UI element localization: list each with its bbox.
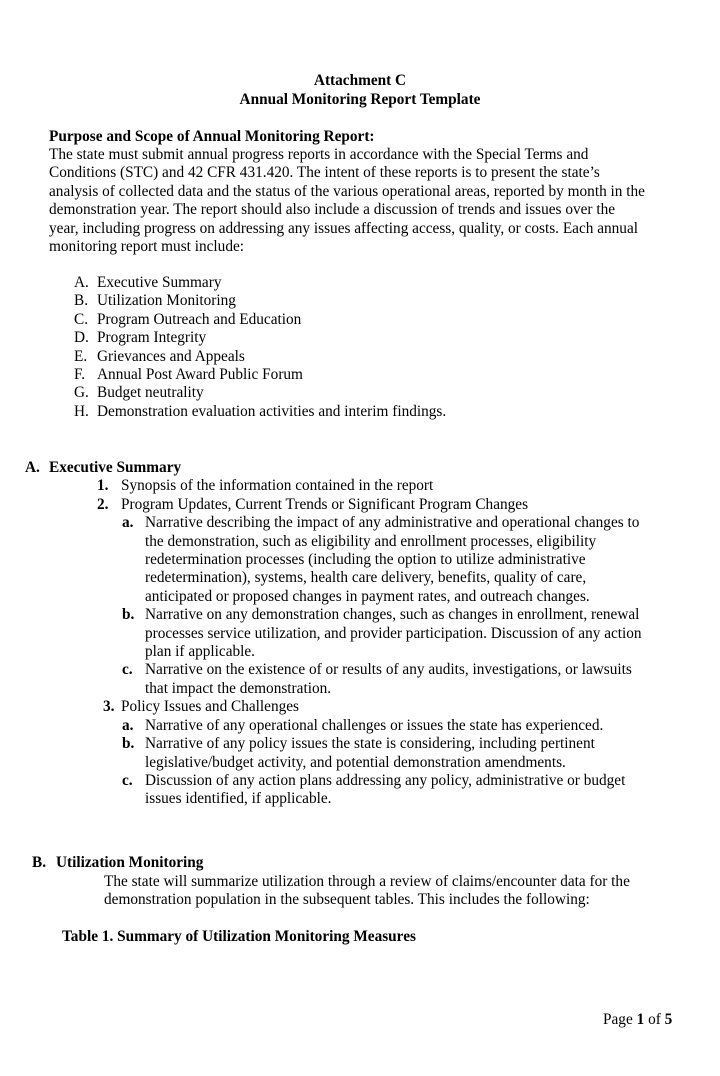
purpose-heading: Purpose and Scope of Annual Monitoring Report: — [49, 128, 375, 145]
section-b-line: The state will summarize utilization through a review of claims/encounter data for the — [104, 873, 630, 890]
sub-item-marker: a. — [122, 717, 134, 734]
sub-item-line: the demonstration, such as eligibility and enrollment processes, eligibility — [145, 533, 597, 550]
section-a-item-1: 1. Synopsis of the information contained in the report — [97, 477, 434, 494]
document-title-line1: Attachment C — [313, 72, 407, 89]
sub-item-marker: c. — [122, 661, 133, 678]
purpose-line: The state must submit annual progress reports in accordance with the Special Terms and — [49, 146, 589, 163]
list-item: F. Annual Post Award Public Forum — [74, 366, 303, 383]
purpose-line: year, including progress on addressing any issues affecting access, quality, or costs. Each annual — [49, 219, 638, 237]
list-item: A. Executive Summary — [74, 274, 222, 291]
sub-item-line: legislative/budget activity, and potential demonstration amendments. — [145, 754, 566, 771]
sub-item-line: redetermination), systems, health care delivery, benefits, quality of care, — [145, 569, 587, 586]
purpose-paragraph — [49, 146, 689, 256]
sub-item-line: that impact the demonstration. — [145, 680, 332, 697]
list-item: G. Budget neutrality — [74, 384, 204, 401]
sub-item-line: processes service utilization, and provider participation. Discussion of any action — [145, 625, 642, 642]
sub-item-marker: b. — [122, 606, 135, 623]
sub-item-marker: c. — [122, 772, 133, 789]
list-item: D. Program Integrity — [74, 329, 207, 346]
section-a-item-3: 3. Policy Issues and Challenges — [103, 698, 300, 715]
purpose-line: Conditions (STC) and 42 CFR 431.420. The intent of these reports is to present the state’s — [49, 164, 600, 182]
sub-item-line: Discussion of any action plans addressing any policy, administrative or budget — [145, 772, 626, 789]
document-title-line2: Annual Monitoring Report Template — [239, 91, 481, 108]
sub-item-line: Narrative describing the impact of any administrative and operational changes to — [145, 514, 640, 531]
sub-item-line: Narrative of any operational challenges or issues the state has experienced. — [145, 717, 604, 734]
list-item: E. Grievances and Appeals — [74, 348, 245, 365]
table-caption: Table 1. Summary of Utilization Monitoring Measures — [62, 928, 416, 945]
section-b-line: demonstration population in the subsequent tables. This includes the following: — [104, 891, 590, 908]
sub-item-line: plan if applicable. — [145, 643, 256, 660]
sub-item-line: Narrative on any demonstration changes, such as changes in enrollment, renewal — [145, 606, 640, 623]
list-item: H. Demonstration evaluation activities and interim findings. — [74, 403, 447, 420]
section-a-item-2: 2. Program Updates, Current Trends or Significant Program Changes — [97, 496, 529, 513]
sub-item-line: redetermination processes (including the option to utilize administrative — [145, 551, 586, 568]
purpose-line: demonstration year. The report should also include a discussion of trends and issues over the — [49, 201, 616, 219]
section-a-heading: A. Executive Summary — [25, 459, 182, 476]
list-item: C. Program Outreach and Education — [74, 311, 302, 328]
sub-item-marker: b. — [122, 735, 135, 752]
page-number: Page 1 of 5 — [603, 1011, 673, 1028]
sub-item-marker: a. — [122, 514, 134, 531]
purpose-line: analysis of collected data and the status of the various operational areas, reported by month in the — [49, 182, 645, 200]
sub-item-line: issues identified, if applicable. — [145, 790, 332, 807]
sub-item-line: anticipated or proposed changes in payment rates, and outreach changes. — [145, 588, 590, 605]
sub-item-line: Narrative on the existence of or results of any audits, investigations, or lawsuits — [145, 661, 632, 678]
list-item: B. Utilization Monitoring — [74, 292, 236, 309]
section-b-heading: B. Utilization Monitoring — [32, 854, 204, 871]
purpose-line: monitoring report must include: — [49, 238, 245, 256]
sub-item-line: Narrative of any policy issues the state is considering, including pertinent — [145, 735, 595, 752]
